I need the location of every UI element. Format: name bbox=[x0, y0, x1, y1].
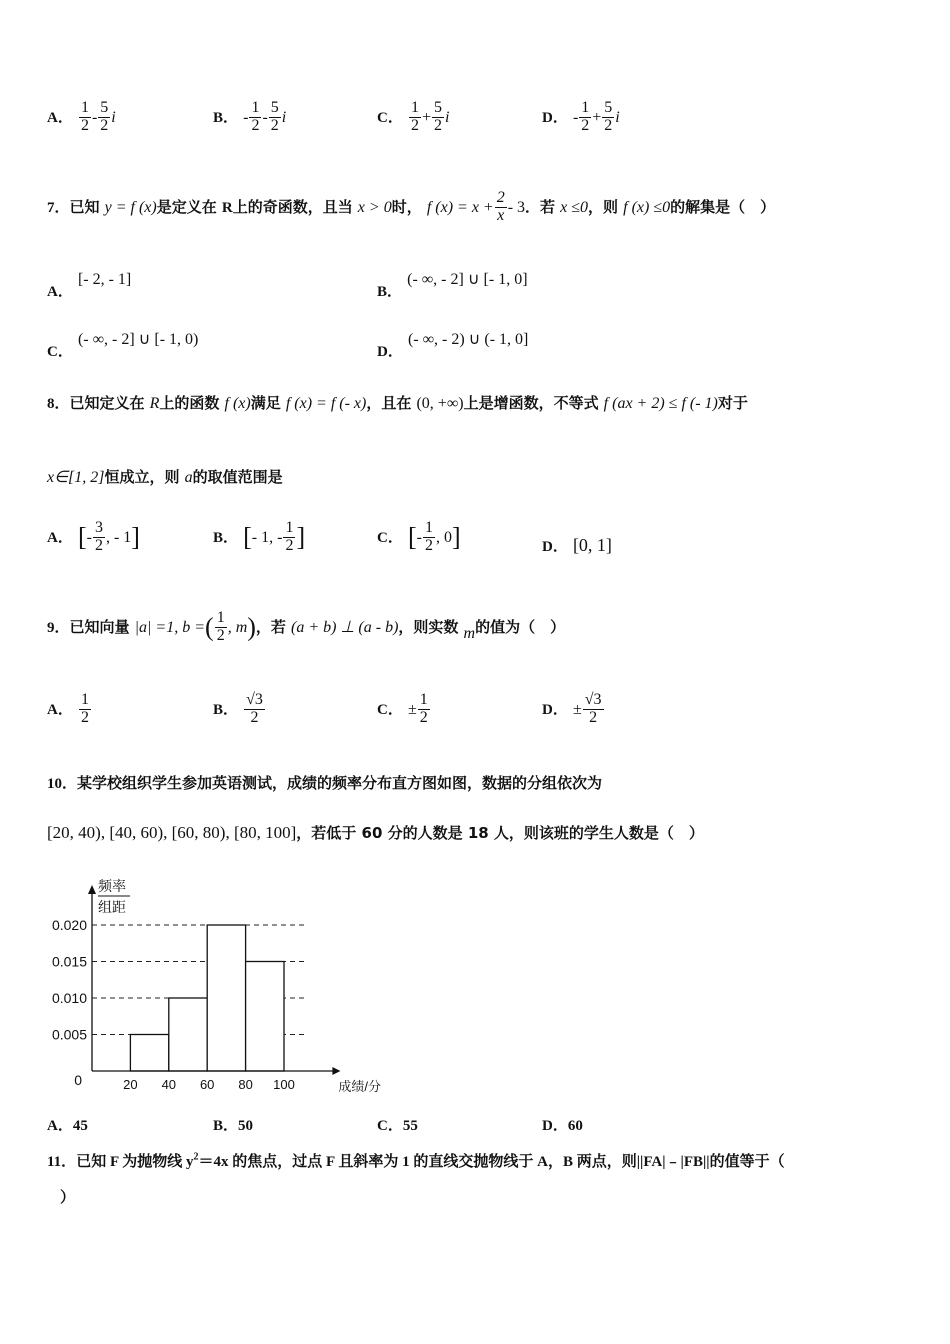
origin-label: 0 bbox=[74, 1072, 82, 1088]
imaginary-unit: i bbox=[444, 108, 450, 126]
numerator: 3 bbox=[94, 519, 103, 536]
question-number: 8． bbox=[47, 396, 70, 412]
denominator: 2 bbox=[285, 536, 294, 554]
q10-option-a[interactable] bbox=[47, 1114, 88, 1135]
math-expr: f (ax + 2) ≤ f (- 1) bbox=[603, 395, 718, 412]
q7-option-d[interactable] bbox=[377, 328, 529, 360]
left-bracket: [ bbox=[243, 522, 252, 552]
denominator: 2 bbox=[581, 116, 590, 134]
math-expr: , m bbox=[227, 618, 248, 636]
operator: + bbox=[421, 108, 431, 126]
stem-text: 对于 bbox=[717, 394, 748, 412]
denominator: 2 bbox=[589, 708, 598, 726]
math-expr: f (x) = f (- x) bbox=[285, 395, 367, 412]
option-text: , - 1 bbox=[105, 528, 132, 546]
denominator: 2 bbox=[94, 536, 103, 554]
math-expr: |a| =1, b = bbox=[134, 618, 206, 636]
option-text: , 0 bbox=[435, 528, 452, 546]
numerator: 5 bbox=[604, 99, 613, 116]
option-label: D． bbox=[377, 344, 403, 360]
option-label: A． bbox=[47, 1118, 73, 1134]
q6-option-d[interactable] bbox=[542, 100, 620, 135]
numerator: 1 bbox=[424, 519, 433, 536]
denominator: x bbox=[497, 206, 505, 224]
histogram-bar bbox=[130, 1035, 168, 1072]
denominator: 2 bbox=[216, 626, 225, 644]
right-bracket: ] bbox=[131, 522, 140, 552]
q7-option-b[interactable] bbox=[377, 268, 528, 300]
stem-text: ，若低于 60 分的人数是 18 人，则该班的学生人数是（ ） bbox=[296, 824, 704, 842]
denominator: 2 bbox=[80, 116, 89, 134]
math-expr: (0, +∞) bbox=[416, 395, 464, 412]
superscript: 2 bbox=[193, 1151, 199, 1163]
stem-text: 上的函数 bbox=[159, 394, 220, 412]
option-text: - bbox=[86, 528, 92, 546]
stem-text: 的取值范围是 bbox=[192, 468, 283, 486]
option-label: A． bbox=[47, 284, 73, 300]
stem-text: 已知 bbox=[69, 197, 100, 216]
imaginary-unit: i bbox=[281, 108, 287, 126]
stem-text: 是定义在 bbox=[156, 197, 217, 216]
numerator: 1 bbox=[285, 519, 294, 536]
y-tick-label: 0.020 bbox=[51, 917, 87, 933]
stem-text: 某学校组织学生参加英语测试，成绩的频率分布直方图如图，数据的分组依次为 bbox=[77, 774, 603, 792]
q10-option-d[interactable] bbox=[542, 1114, 583, 1135]
numerator: 1 bbox=[80, 691, 89, 708]
option-label: A． bbox=[47, 529, 73, 546]
numerator: 5 bbox=[433, 99, 442, 116]
q8-option-b[interactable] bbox=[213, 520, 305, 555]
operator: - bbox=[91, 108, 98, 126]
option-label: B． bbox=[213, 529, 239, 546]
operator: - bbox=[262, 108, 268, 126]
numerator: 2 bbox=[496, 189, 505, 206]
stem-text: 的值为（ ） bbox=[475, 617, 566, 636]
numerator: 1 bbox=[419, 691, 428, 708]
q10-option-b[interactable] bbox=[213, 1114, 253, 1135]
q10-option-c[interactable] bbox=[377, 1114, 418, 1135]
option-text: 50 bbox=[238, 1118, 254, 1134]
sign: - bbox=[243, 108, 249, 126]
denominator: 2 bbox=[410, 116, 419, 134]
question-number: 11． bbox=[47, 1154, 77, 1170]
math-expr: [20, 40), [40, 60), [60, 80), [80, 100] bbox=[47, 823, 297, 842]
numerator: 5 bbox=[270, 99, 279, 116]
stem-text: 时， bbox=[391, 197, 422, 216]
math-expr: - 3 bbox=[507, 198, 526, 216]
math-expr: f (x) ≤0 bbox=[623, 198, 671, 216]
left-paren: ( bbox=[205, 612, 214, 642]
option-text: 45 bbox=[72, 1118, 88, 1134]
y-tick-label: 0.015 bbox=[51, 953, 87, 970]
math-expr: R bbox=[221, 199, 233, 216]
x-axis-arrow bbox=[332, 1067, 340, 1075]
q8-stem-line1 bbox=[47, 392, 748, 413]
q10-stem-line1 bbox=[47, 772, 602, 793]
stem-text: 的解集是（ ） bbox=[670, 197, 776, 216]
right-bracket: ] bbox=[451, 522, 461, 552]
option-text: [- 2, - 1] bbox=[77, 271, 132, 288]
q7-option-c[interactable] bbox=[47, 328, 199, 360]
q11-stem-line1 bbox=[47, 1150, 785, 1171]
option-label: C． bbox=[377, 1118, 403, 1134]
option-text: (- ∞, - 2] ∪ [- 1, 0] bbox=[407, 271, 528, 288]
stem-text: ，且在 bbox=[366, 394, 412, 412]
option-label: B． bbox=[213, 701, 239, 718]
x-tick-label: 80 bbox=[238, 1077, 253, 1092]
option-label: D． bbox=[542, 109, 568, 126]
stem-text: ，则 bbox=[588, 197, 619, 216]
question-number: 7． bbox=[47, 199, 70, 216]
option-label: B． bbox=[213, 1118, 239, 1134]
imaginary-unit: i bbox=[111, 108, 116, 126]
y-axis-label-bottom: 组距 bbox=[98, 899, 126, 915]
denominator: 2 bbox=[250, 708, 259, 726]
option-sign: ± bbox=[572, 700, 582, 718]
denominator: 2 bbox=[270, 116, 279, 134]
math-expr: x > 0 bbox=[357, 198, 392, 216]
histogram-bar bbox=[246, 962, 284, 1072]
q9-option-d[interactable] bbox=[542, 692, 605, 727]
q11-stem-line2 bbox=[60, 1186, 75, 1207]
stem-text: ，则实数 bbox=[398, 617, 459, 636]
stem-text: 满足 bbox=[250, 394, 281, 412]
math-expr: m bbox=[463, 624, 476, 642]
option-text: - bbox=[416, 528, 422, 546]
option-label: A． bbox=[47, 701, 73, 718]
x-tick-label: 20 bbox=[123, 1077, 138, 1092]
histogram-bar bbox=[169, 998, 207, 1071]
math-expr: (a + b) ⊥ (a - b) bbox=[291, 618, 399, 636]
right-paren: ) bbox=[247, 612, 256, 642]
y-axis-label-top: 频率 bbox=[98, 878, 126, 894]
option-label: A． bbox=[47, 109, 73, 126]
x-tick-label: 100 bbox=[273, 1077, 295, 1092]
numerator: 1 bbox=[80, 99, 89, 116]
option-text: [0, 1] bbox=[572, 535, 612, 555]
option-text: - 1, - bbox=[251, 528, 283, 546]
stem-text: 已知 F 为抛物线 y bbox=[76, 1154, 194, 1170]
numerator: 1 bbox=[251, 99, 260, 116]
option-label: D． bbox=[542, 539, 568, 555]
left-bracket: [ bbox=[77, 522, 87, 552]
option-sign: ± bbox=[407, 700, 417, 718]
y-axis-arrow bbox=[88, 885, 96, 894]
q8-option-d[interactable] bbox=[542, 535, 612, 556]
option-label: C． bbox=[377, 701, 403, 718]
stem-text: 已知定义在 bbox=[69, 394, 145, 412]
q6-option-c[interactable] bbox=[377, 100, 449, 135]
option-label: C． bbox=[377, 529, 403, 546]
option-label: C． bbox=[377, 109, 403, 126]
option-text: 55 bbox=[402, 1118, 418, 1134]
y-tick-label: 0.010 bbox=[51, 990, 87, 1006]
q8-option-c[interactable] bbox=[377, 520, 461, 555]
numerator: 1 bbox=[216, 609, 225, 626]
option-label: B． bbox=[377, 284, 403, 300]
imaginary-unit: i bbox=[615, 108, 620, 126]
q6-option-b[interactable] bbox=[213, 100, 286, 135]
histogram-bar bbox=[207, 925, 245, 1071]
math-expr: x ≤0 bbox=[560, 198, 589, 216]
option-label: C． bbox=[47, 344, 73, 360]
denominator: 2 bbox=[604, 116, 613, 134]
q9-stem bbox=[47, 610, 565, 645]
stem-text: 恒成立，则 bbox=[104, 468, 180, 486]
q10-stem-line2 bbox=[47, 822, 704, 843]
stem-text: 上的奇函数，且当 bbox=[232, 197, 353, 216]
denominator: 2 bbox=[424, 536, 433, 554]
math-expr: x∈[1, 2] bbox=[47, 469, 105, 486]
question-number: 10． bbox=[47, 776, 78, 792]
numerator: 1 bbox=[410, 99, 419, 116]
x-tick-label: 40 bbox=[161, 1077, 177, 1092]
stem-text: ，若 bbox=[255, 617, 286, 636]
denominator: 2 bbox=[100, 116, 109, 134]
x-axis-label: 成绩/分 bbox=[338, 1079, 382, 1094]
operator: + bbox=[592, 108, 602, 126]
stem-text: ．若 bbox=[525, 197, 556, 216]
q9-option-c[interactable] bbox=[377, 692, 431, 727]
denominator: 2 bbox=[80, 708, 89, 726]
q9-option-b[interactable] bbox=[213, 692, 266, 727]
math-expr: R bbox=[149, 395, 160, 412]
numerator: 5 bbox=[100, 99, 109, 116]
numerator: √3 bbox=[584, 691, 602, 708]
left-bracket: [ bbox=[407, 522, 417, 552]
sign: - bbox=[572, 108, 579, 126]
denominator: 2 bbox=[419, 708, 428, 726]
q8-option-a[interactable] bbox=[47, 520, 140, 555]
q8-stem-line2 bbox=[47, 466, 283, 487]
option-label: B． bbox=[213, 109, 239, 126]
math-expr: f (x) = x + bbox=[426, 198, 494, 216]
q6-option-a[interactable] bbox=[47, 100, 116, 135]
x-tick-label: 60 bbox=[199, 1077, 215, 1092]
q7-option-a[interactable] bbox=[47, 268, 132, 300]
option-label: D． bbox=[542, 701, 568, 718]
numerator: 1 bbox=[581, 99, 590, 116]
right-bracket: ] bbox=[296, 522, 306, 552]
y-tick-label: 0.005 bbox=[51, 1026, 87, 1043]
q9-option-a[interactable] bbox=[47, 692, 92, 727]
option-label: D． bbox=[542, 1118, 568, 1134]
option-text: (- ∞, - 2) ∪ (- 1, 0] bbox=[407, 331, 529, 348]
q7-stem bbox=[47, 190, 775, 225]
histogram-chart bbox=[40, 875, 382, 1100]
option-text: 60 bbox=[567, 1118, 583, 1134]
math-expr: a bbox=[184, 469, 193, 486]
math-expr: y = f (x) bbox=[104, 198, 157, 216]
option-text: (- ∞, - 2] ∪ [- 1, 0) bbox=[77, 331, 199, 348]
stem-text: 上是增函数，不等式 bbox=[463, 394, 599, 412]
denominator: 2 bbox=[433, 116, 442, 134]
numerator: √3 bbox=[246, 691, 263, 708]
stem-text: ） bbox=[60, 1190, 76, 1206]
question-number: 9． bbox=[47, 619, 70, 636]
math-expr: f (x) bbox=[224, 395, 251, 412]
denominator: 2 bbox=[251, 116, 260, 134]
stem-text: 已知向量 bbox=[69, 617, 130, 636]
stem-text: ＝4x 的焦点，过点 F 且斜率为 1 的直线交抛物线于 A，B 两点，则||FA|﹣|FB||的值等于（ bbox=[198, 1154, 785, 1170]
